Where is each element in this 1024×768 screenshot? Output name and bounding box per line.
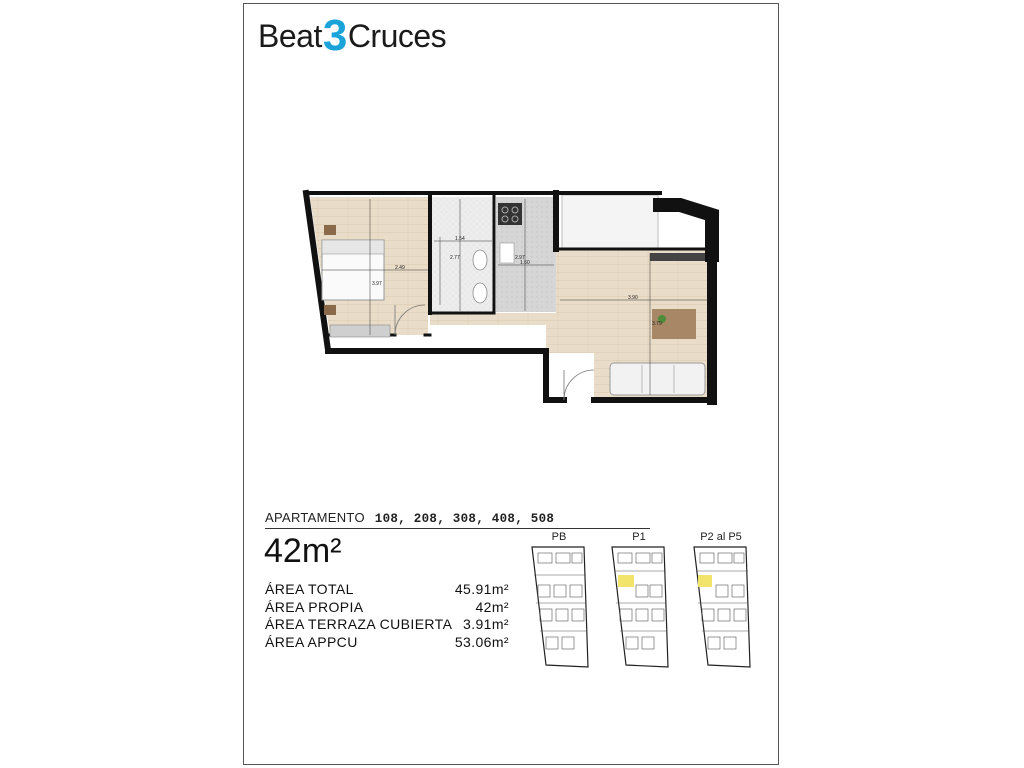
logo-number: 3: [322, 11, 347, 60]
apartment-row: [265, 510, 650, 529]
stat-row: [265, 616, 509, 634]
keyplan-label: P1: [632, 531, 646, 543]
keyplan-highlight: [618, 575, 634, 587]
dim-label: 1.54: [455, 236, 465, 242]
tv-unit: [650, 253, 705, 261]
keyplan-drawing: [608, 545, 670, 671]
stat-label: ÁREA APPCU: [265, 633, 358, 650]
stat-row: [265, 581, 509, 599]
stat-value: 45.91m²: [454, 581, 509, 597]
dim-label: 1.60: [520, 260, 530, 266]
stat-label: ÁREA PROPIA: [265, 598, 364, 615]
apartment-units: 108, 208, 308, 408, 508: [374, 512, 555, 526]
keyplan-pb: [528, 531, 590, 671]
floor-plan: [300, 185, 720, 405]
keyplan-drawing: [690, 545, 752, 671]
stat-label: ÁREA TOTAL: [265, 581, 354, 597]
dim-label: 2.77: [450, 255, 460, 261]
stat-value: 53.06m²: [454, 633, 509, 650]
dim-label: 3.90: [628, 295, 638, 301]
keyplan-highlight: [698, 575, 712, 587]
dim-label: 3.79: [652, 321, 662, 327]
area-stats: [265, 581, 509, 651]
keyplan-label: P2 al P5: [700, 531, 742, 543]
brand-logo: [258, 11, 447, 60]
keyplan-label: PB: [551, 531, 567, 543]
stat-value: 42m²: [475, 598, 509, 615]
stat-label: ÁREA TERRAZA CUBIERTA: [265, 616, 453, 632]
keyplan-p2-p5: [690, 531, 752, 671]
keyplan-p1: [608, 531, 670, 671]
terrace: [562, 195, 658, 249]
stat-row: [265, 599, 509, 617]
headline-area: 42m²: [264, 532, 342, 570]
logo-text-beat: Beat: [258, 17, 322, 54]
keyplan-drawing: [528, 545, 590, 671]
apartment-label: APARTAMENTO: [265, 510, 365, 525]
logo-text-cruces: Cruces: [347, 17, 447, 54]
dim-label: 3.97: [372, 281, 382, 287]
dim-label: 2.97: [515, 255, 525, 261]
stat-row: [265, 634, 509, 652]
sofa: [610, 363, 705, 395]
stat-value: 3.91m²: [463, 616, 509, 632]
wardrobe: [330, 325, 390, 337]
dim-label: 2.49: [395, 265, 405, 271]
